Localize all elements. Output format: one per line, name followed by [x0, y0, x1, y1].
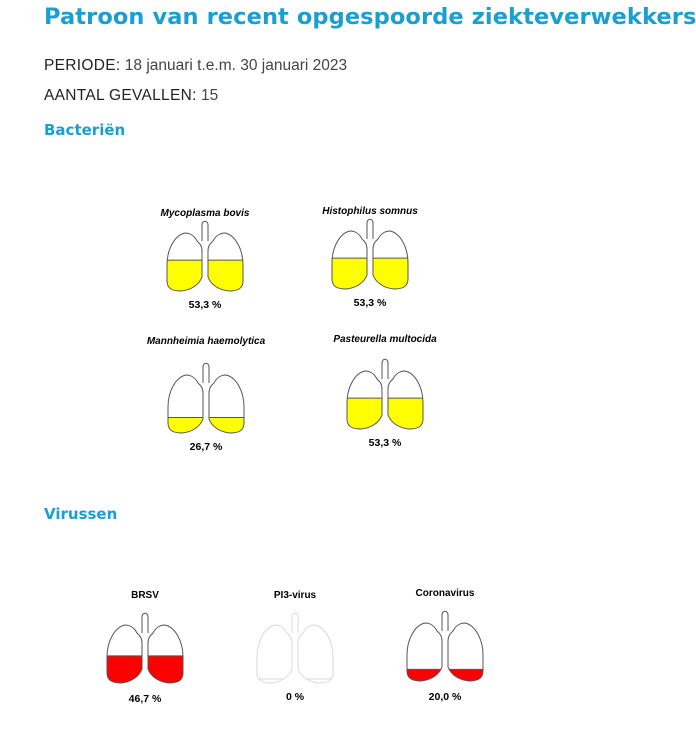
gevallen-label: AANTAL GEVALLEN: [44, 87, 197, 104]
lung-fill-level [105, 656, 185, 685]
trachea-outline [202, 221, 208, 241]
lung-fill-level [345, 398, 425, 431]
value-label: 0 % [285, 691, 305, 703]
left-lobe-outline [257, 625, 292, 683]
value-label: 53,3 % [368, 437, 402, 449]
category-label: Histophilus somnus [322, 206, 418, 217]
lung-fill-level [255, 679, 335, 685]
category-label: Pasteurella multocida [333, 334, 437, 345]
category-label: Mycoplasma bovis [160, 208, 250, 219]
lung-icon [405, 609, 485, 683]
category-label: Coronavirus [415, 588, 475, 599]
trachea-outline [203, 363, 209, 383]
lung-icon [166, 361, 246, 435]
category-label: Mannheimia haemolytica [146, 336, 266, 347]
category-label: BRSV [131, 590, 159, 601]
trachea-outline [382, 359, 388, 379]
trachea-outline [142, 613, 148, 633]
lung-chart-brsv [95, 590, 195, 705]
page-title: Patroon van recent opgespoorde ziekteverwekkers [44, 4, 696, 30]
lung-chart-coronavirus [395, 588, 495, 703]
lung-chart-histophilus [305, 206, 435, 309]
periode-label: PERIODE: [44, 57, 121, 74]
lung-chart-mannheimia [126, 336, 286, 453]
value-label: 26,7 % [189, 441, 223, 453]
value-label: 53,3 % [353, 297, 387, 309]
lung-icon [330, 217, 410, 291]
lung-icon [345, 357, 425, 431]
trachea-outline [442, 611, 448, 631]
lung-chart-pasteurella [310, 334, 460, 449]
right-lobe-outline [298, 625, 333, 683]
periode-value: 18 januari t.e.m. 30 januari 2023 [124, 57, 348, 74]
trachea-outline [367, 219, 373, 239]
section-title-bacteria: Bacteriën [44, 121, 126, 139]
lung-icon [165, 219, 245, 293]
category-label: PI3-virus [273, 590, 317, 601]
lung-fill-level [330, 258, 410, 291]
gevallen-line [44, 87, 218, 105]
lung-fill-level [165, 260, 245, 293]
gevallen-value: 15 [201, 87, 219, 104]
lung-chart-mycoplasma [140, 208, 270, 311]
lung-icon [255, 611, 335, 685]
periode-line [44, 57, 347, 75]
section-title-virus: Virussen [44, 505, 118, 523]
lung-chart-pi3 [245, 590, 345, 703]
value-label: 46,7 % [128, 693, 162, 705]
lung-icon [105, 611, 185, 685]
value-label: 53,3 % [188, 299, 222, 311]
trachea-outline [292, 613, 298, 633]
value-label: 20,0 % [428, 691, 462, 703]
